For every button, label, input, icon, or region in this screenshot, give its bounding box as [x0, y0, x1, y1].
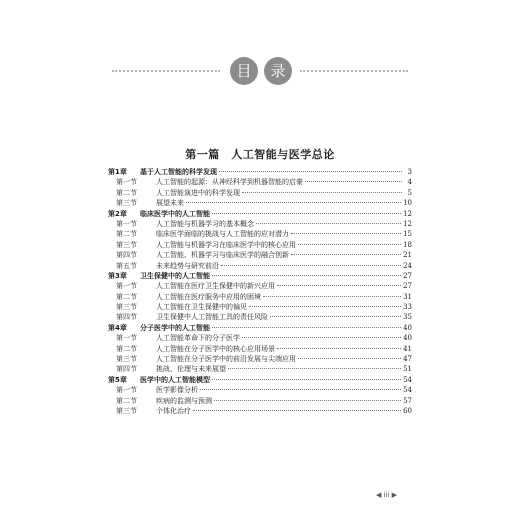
toc-leader-dots [212, 275, 401, 276]
toc-section-row[interactable] [108, 364, 412, 374]
toc-entry-page: 40 [403, 334, 412, 343]
toc-entry-page: 33 [403, 303, 412, 312]
toc-section-row[interactable] [108, 312, 412, 322]
toc-section-row[interactable] [108, 219, 412, 229]
toc-chapter-row[interactable] [108, 271, 412, 281]
toc-entry-number: 第一节 [116, 219, 137, 228]
toc-leader-dots [291, 233, 401, 234]
toc-leader-dots [186, 202, 401, 203]
toc-leader-dots [219, 171, 402, 172]
toc-section-row[interactable] [108, 406, 412, 416]
toc-entry-number: 第二节 [116, 292, 137, 301]
toc-leader-dots [291, 254, 401, 255]
toc-entry-number: 第一节 [116, 178, 137, 187]
page-number: ◀ iii ▶ [376, 491, 398, 499]
toc-entry-page: 4 [407, 178, 412, 187]
toc-entry-page: 27 [403, 271, 412, 280]
toc-entry-number: 第3章 [108, 271, 127, 280]
toc-section-row[interactable] [108, 177, 412, 187]
toc-entry-page: 12 [403, 209, 412, 218]
toc-leader-dots [298, 358, 401, 359]
toc-entry-title: 未来趋势与研究前沿 [156, 261, 219, 270]
part-title: 第一篇 人工智能与医学总论 [185, 148, 335, 161]
toc-entry-number: 第三节 [116, 406, 137, 415]
toc-leader-dots [263, 296, 401, 297]
toc-section-row[interactable] [108, 198, 412, 208]
toc-entry-title: 分子医学中的人工智能 [140, 323, 210, 332]
toc-chapter-row[interactable] [108, 323, 412, 333]
toc-entry-page: 5 [407, 188, 412, 197]
toc-entry-title: 人工智能在分子医学中的核心应用场景 [156, 344, 275, 353]
toc-chapter-row[interactable] [108, 209, 412, 219]
toc-entry-number: 第一节 [116, 282, 137, 291]
toc-entry-number: 第一节 [116, 334, 137, 343]
toc-leader-dots [212, 327, 401, 328]
toc-section-row[interactable] [108, 229, 412, 239]
toc-entry-number: 第四节 [116, 251, 137, 260]
header-dotted-line-right [300, 70, 408, 72]
toc-entry-title: 临床医学面临的挑战与人工智能的应对潜力 [156, 230, 289, 239]
toc-leader-dots [212, 213, 401, 214]
toc-entry-number: 第4章 [108, 323, 127, 332]
toc-leader-dots [298, 244, 401, 245]
header-char-lu: 录 [264, 57, 292, 85]
toc-entry-title: 基于人工智能的科学发现 [140, 168, 217, 176]
toc-entry-page: 15 [403, 230, 412, 239]
toc-leader-dots [221, 265, 401, 266]
toc-leader-dots [270, 316, 401, 317]
toc-entry-title: 人工智能革命下的分子医学 [156, 334, 240, 343]
toc-entry-title: 人工智能与机器学习的基本概念 [156, 219, 254, 228]
toc-entry-page: 24 [403, 261, 412, 270]
toc-entry-number: 第五节 [116, 261, 137, 270]
toc-leader-dots [242, 337, 401, 338]
toc-entry-number: 第三节 [116, 355, 137, 364]
toc-section-row[interactable] [108, 385, 412, 395]
toc-section-row[interactable] [108, 302, 412, 312]
toc-entry-number: 第5章 [108, 375, 127, 384]
toc-entry-number: 第三节 [116, 199, 137, 208]
toc-chapter-row[interactable] [108, 167, 412, 177]
toc-section-row[interactable] [108, 261, 412, 271]
toc-entry-page: 40 [403, 323, 412, 332]
toc-entry-title: 人工智能与机器学习在临床医学中的核心应用 [156, 240, 296, 249]
toc-leader-dots [242, 192, 402, 193]
toc-entry-number: 第四节 [116, 313, 137, 322]
toc-chapter-row[interactable] [108, 375, 412, 385]
toc-leader-dots [249, 306, 401, 307]
toc-entry-page: 35 [403, 313, 412, 322]
toc-section-row[interactable] [108, 396, 412, 406]
toc-entry-number: 第一节 [116, 386, 137, 395]
toc-section-row[interactable] [108, 250, 412, 260]
toc-entry-title: 卫生保健中人工智能工具的责任风险 [156, 313, 268, 322]
toc-entry-number: 第二节 [116, 344, 137, 353]
header-dotted-line-left [112, 70, 220, 72]
toc-leader-dots [200, 389, 401, 390]
toc-entry-title: 临床医学中的人工智能 [140, 209, 210, 218]
toc-entry-number: 第1章 [108, 168, 127, 176]
toc-section-row[interactable] [108, 354, 412, 364]
toc-entry-page: 51 [403, 365, 412, 374]
toc-entry-number: 第三节 [116, 240, 137, 249]
toc-section-row[interactable] [108, 188, 412, 198]
toc-leader-dots [277, 348, 401, 349]
toc-section-row[interactable] [108, 292, 412, 302]
toc-entry-page: 57 [403, 396, 412, 405]
toc-entry-page: 10 [403, 199, 412, 208]
toc-entry-page: 60 [403, 406, 412, 415]
toc-entry-page: 47 [403, 355, 412, 364]
toc-entry-title: 人工智能、机器学习与临床医学的融合创新 [156, 251, 289, 260]
toc-entry-page: 27 [403, 282, 412, 291]
toc-entry-title: 人工智能在分子医学中的前沿发展与尖端应用 [156, 355, 296, 364]
toc-entry-title: 展望未来 [156, 199, 184, 208]
toc-entry-number: 第二节 [116, 188, 137, 197]
toc-section-row[interactable] [108, 344, 412, 354]
toc-section-row[interactable] [108, 240, 412, 250]
toc-leader-dots [277, 285, 401, 286]
toc-entry-number: 第2章 [108, 209, 127, 218]
toc-entry-title: 疾病的监测与预测 [156, 396, 212, 405]
toc-entry-number: 第二节 [116, 396, 137, 405]
toc-leader-dots [305, 181, 402, 182]
toc-entry-page: 3 [407, 168, 412, 176]
toc-leader-dots [228, 368, 401, 369]
toc-entry-number: 第四节 [116, 365, 137, 374]
toc-leader-dots [212, 379, 401, 380]
toc-section-row[interactable] [108, 333, 412, 343]
toc-header [112, 56, 408, 86]
toc-entry-title: 医学中的人工智能模型 [140, 375, 210, 384]
toc-entry-title: 人工智能在医疗服务中应用的困境 [156, 292, 261, 301]
toc-entry-title: 个体化治疗 [156, 406, 191, 415]
toc-entry-page: 18 [403, 240, 412, 249]
table-of-contents [108, 167, 412, 416]
toc-entry-title: 挑战、伦理与未来展望 [156, 365, 226, 374]
toc-entry-page: 41 [403, 344, 412, 353]
header-char-mu: 目 [230, 57, 258, 85]
toc-entry-page: 21 [403, 251, 412, 260]
toc-entry-title: 医学影像分析 [156, 386, 198, 395]
toc-entry-page: 12 [403, 219, 412, 228]
toc-entry-title: 人工智能的起源：从神经科学到机器智能的启豪 [156, 178, 303, 187]
toc-entry-number: 第二节 [116, 230, 137, 239]
toc-entry-page: 31 [403, 292, 412, 301]
toc-entry-number: 第三节 [116, 303, 137, 312]
toc-entry-title: 人工智能在卫生保健中的偏见 [156, 303, 247, 312]
toc-entry-title: 卫生保健中的人工智能 [140, 271, 210, 280]
toc-leader-dots [193, 410, 401, 411]
toc-leader-dots [214, 400, 401, 401]
toc-entry-page: 54 [403, 375, 412, 384]
toc-entry-title: 人工智能在医疗卫生保健中的新兴应用 [156, 282, 275, 291]
toc-section-row[interactable] [108, 281, 412, 291]
toc-leader-dots [256, 223, 401, 224]
toc-entry-page: 54 [403, 386, 412, 395]
toc-entry-title: 人工智能演进中的科学发现 [156, 188, 240, 197]
